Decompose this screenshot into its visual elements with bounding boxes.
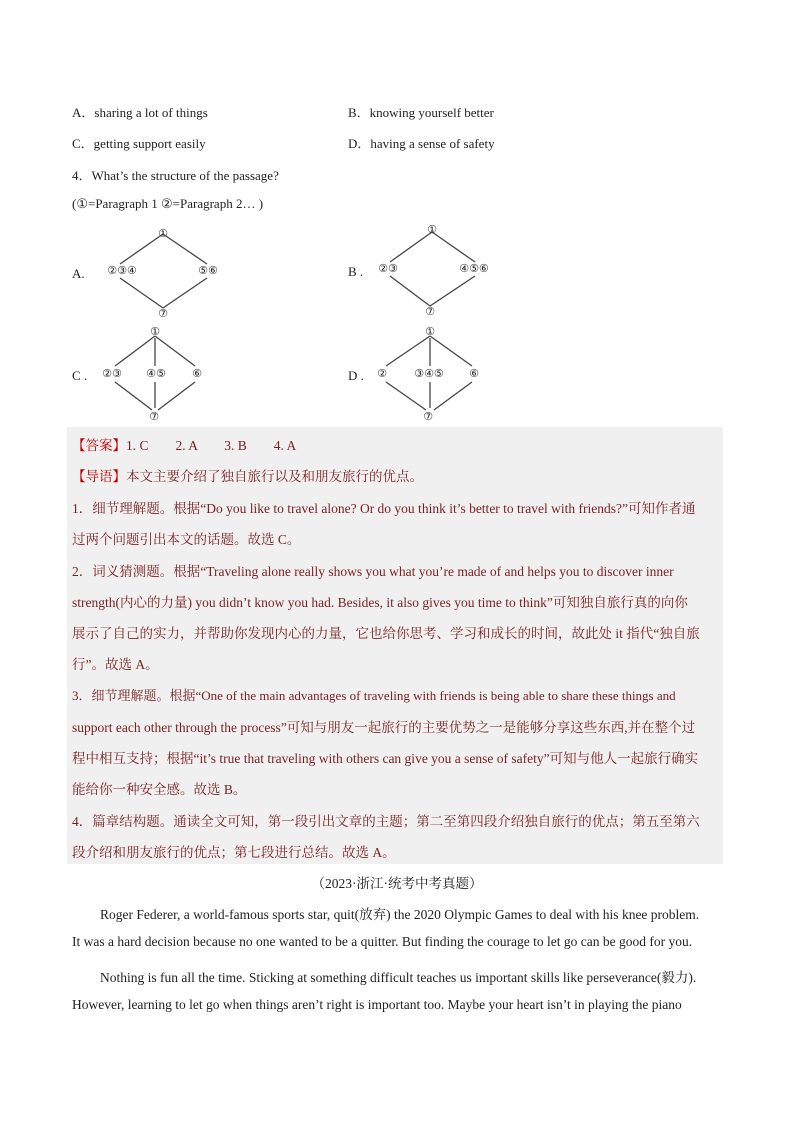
explanation-1-line-2: 过两个问题引出本文的话题。故选 C。	[72, 532, 301, 547]
diagram-c	[92, 322, 217, 426]
node-left: ②③	[102, 367, 122, 380]
passage-p1-line-2: It was a hard decision because no one wanted to be a quitter. But finding the courage to let go can be good for you.	[72, 934, 693, 949]
node-top: ①	[150, 325, 160, 338]
node-right: ④⑤⑥	[459, 262, 489, 275]
diagram-b-label: B .	[348, 264, 364, 279]
explanation-3-line-4: 能给你一种安全感。故选 B。	[72, 782, 247, 797]
passage-p2-line-2: However, learning to let go when things aren’t right is important too. Maybe your heart isn’t in playing the piano	[72, 997, 682, 1012]
node-mid: ④⑤	[146, 367, 166, 380]
explanation-2-line-1: 2．词义猜测题。根据“Traveling alone really shows you what you’re made of and helps you to discover inner	[72, 564, 674, 579]
node-right: ⑤⑥	[198, 264, 218, 277]
explanation-3-line-3: 程中相互支持；根据“it’s true that traveling with others can give you a sense of safety”可知与他人一起旅行确实	[72, 751, 699, 766]
node-left: ②③	[378, 262, 398, 275]
explanation-2-line-4: 行”。故选 A。	[72, 657, 159, 672]
node-bottom: ⑦	[158, 307, 168, 320]
option-d: D．having a sense of safety	[348, 136, 495, 151]
diagram-d-label: D .	[348, 368, 364, 383]
answer-values: 1. C 2. A 3. B 4. A	[126, 438, 297, 453]
diagram-b	[370, 218, 505, 322]
diagram-a	[95, 220, 230, 324]
explanation-3-line-1: 3．细节理解题。根据“One of the main advantages of traveling with friends is being able to share these things and	[72, 688, 676, 703]
node-top: ①	[425, 325, 435, 338]
answer-tag: 【答案】	[72, 438, 126, 453]
option-b: B．knowing yourself better	[348, 105, 494, 120]
explanation-4-line-1: 4．篇章结构题。通读全文可知，第一段引出文章的主题；第二至第四段介绍独自旅行的优点；第五至第六	[72, 814, 700, 829]
answer-box	[67, 427, 723, 864]
diagram-a-label: A.	[72, 266, 85, 281]
guide-line	[72, 465, 423, 485]
node-top: ①	[427, 223, 437, 236]
node-bottom: ⑦	[423, 410, 433, 423]
answer-line	[72, 434, 296, 454]
passage-p2-line-1: Nothing is fun all the time. Sticking at something difficult teaches us important skills like perseverance(毅力).	[100, 970, 697, 985]
node-right: ⑥	[192, 367, 202, 380]
node-left: ②③④	[107, 264, 137, 277]
explanation-2-line-2: strength(内心的力量) you didn’t know you had. Besides, it also gives you time to think”可知独自旅行真的向你	[72, 595, 688, 610]
explanation-2-line-3: 展示了自己的实力，并帮助你发现内心的力量，它也给你思考、学习和成长的时间，故此处 it 指代“独自旅	[72, 626, 700, 641]
node-left: ②	[377, 367, 387, 380]
diagram-d	[368, 322, 493, 426]
node-right: ⑥	[469, 367, 479, 380]
question-4: 4．What’s the structure of the passage?	[72, 168, 279, 183]
explanation-1-line-1: 1．细节理解题。根据“Do you like to travel alone? Or do you think it’s better to travel with friends?”可知作者通	[72, 501, 696, 516]
diagram-c-label: C .	[72, 368, 88, 383]
source-label: （2023·浙江·统考中考真题）	[311, 876, 483, 891]
node-bottom: ⑦	[425, 305, 435, 318]
explanation-4-line-2: 段介绍和朋友旅行的优点；第七段进行总结。故选 A。	[72, 845, 396, 860]
guide-tag: 【导语】	[72, 469, 126, 484]
explanation-3-line-2: support each other through the process”可知与朋友一起旅行的主要优势之一是能够分享这些东西,并在整个过	[72, 720, 696, 735]
option-a: A．sharing a lot of things	[72, 105, 208, 120]
passage-p1-line-1: Roger Federer, a world-famous sports star, quit(放弃) the 2020 Olympic Games to deal with his knee problem.	[100, 907, 700, 922]
guide-text: 本文主要介绍了独自旅行以及和朋友旅行的优点。	[126, 469, 423, 484]
node-bottom: ⑦	[149, 410, 159, 423]
node-mid: ③④⑤	[414, 367, 444, 380]
option-c: C．getting support easily	[72, 136, 206, 151]
paragraph-legend: (①=Paragraph 1 ②=Paragraph 2… )	[72, 196, 264, 211]
node-top: ①	[158, 227, 168, 240]
